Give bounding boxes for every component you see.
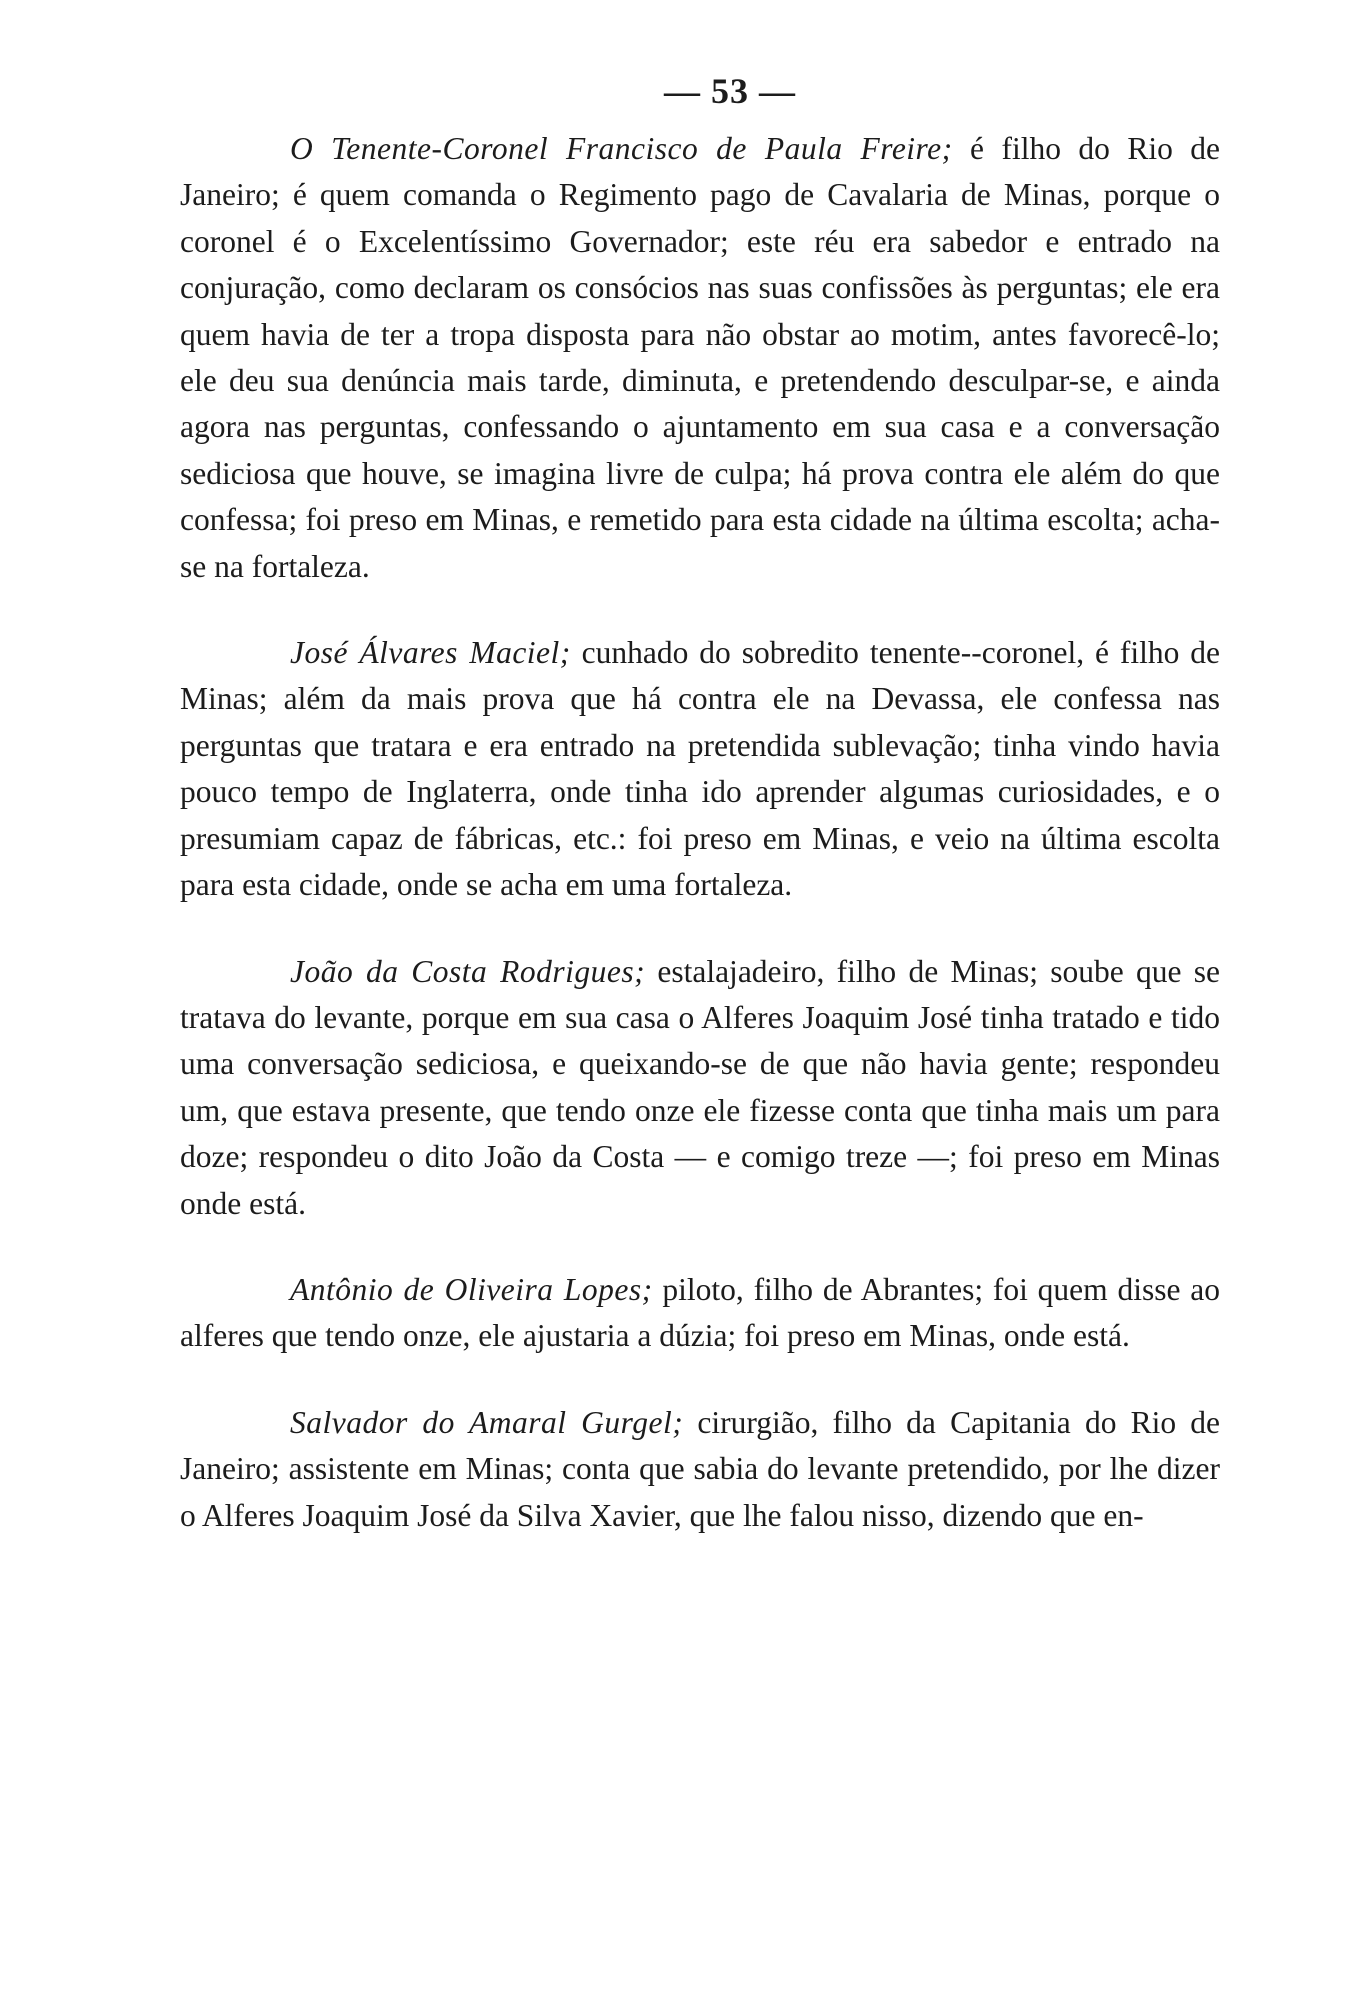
person-name: João da Costa Rodrigues; [290,953,646,989]
person-name: José Álvares Maciel; [290,635,571,671]
paragraph-text: é filho do Rio de Janeiro; é quem comanda o Regimento pago de Cavalaria de Minas, porque o coronel é o Excelentíssimo Governador; este réu era sabedor e entrado na conjuração, como declaram os consócios nas suas confissões às perguntas; ele era quem havia de ter a tropa disposta para não obstar ao motim, antes favorecê-lo; ele deu sua denúncia mais tarde, diminuta, e pretendendo desculpar-se, e ainda agora nas perguntas, confessando o ajuntamento em sua casa e a conversação sediciosa que houve, se imagina livre de culpa; há prova contra ele além do que confessa; foi preso em Minas, e remetido para esta cidade na última escolta; acha-se na fortaleza. [180,131,1220,584]
page-number: — 53 — [664,71,796,111]
person-name: O Tenente-Coronel Francisco de Paula Freire; [290,131,953,166]
paragraph-antonio-de-oliveira-lopes [180,1267,1220,1360]
paragraph-text: estalajadeiro, filho de Minas; soube que se tratava do levante, porque em sua casa o Alferes Joaquim José tinha tratado e tido uma conversação sediciosa, e queixando-se de que não havia gente; respondeu um, que estava presente, que tendo onze ele fizesse conta que tinha mais um para doze; respondeu o dito João da Costa — e comigo treze —; foi preso em Minas onde está. [180,953,1220,1221]
paragraph-jose-alvares-maciel [180,630,1220,908]
paragraph-text: cirurgião, filho da Capitania do Rio de Janeiro; assistente em Minas; conta que sabia do levante pretendido, por lhe dizer o Alferes Joaquim José da Silva Xavier, que lhe falou nisso, dizendo que en- [180,1404,1221,1533]
document-page [180,70,1220,1539]
paragraph-text: piloto, filho de Abrantes; foi quem disse ao alferes que tendo onze, ele ajustaria a dúzia; foi preso em Minas, onde está. [180,1271,1220,1354]
paragraph-salvador-do-amaral-gurgel [180,1400,1220,1539]
paragraph-text: cunhado do sobredito tenente--coronel, é filho de Minas; além da mais prova que há contra ele na Devassa, ele confessa nas perguntas que tratara e era entrado na pretendida sublevação; tinha vindo havia pouco tempo de Inglaterra, onde tinha ido aprender algumas curiosidades, e o presumiam capaz de fábricas, etc.: foi preso em Minas, e veio na última escolta para esta cidade, onde se acha em uma fortaleza. [180,635,1220,903]
paragraph-francisco-de-paula-freire [180,126,1220,590]
person-name: Antônio de Oliveira Lopes; [290,1271,653,1307]
paragraph-joao-da-costa-rodrigues [180,949,1220,1227]
person-name: Salvador do Amaral Gurgel; [290,1404,684,1440]
